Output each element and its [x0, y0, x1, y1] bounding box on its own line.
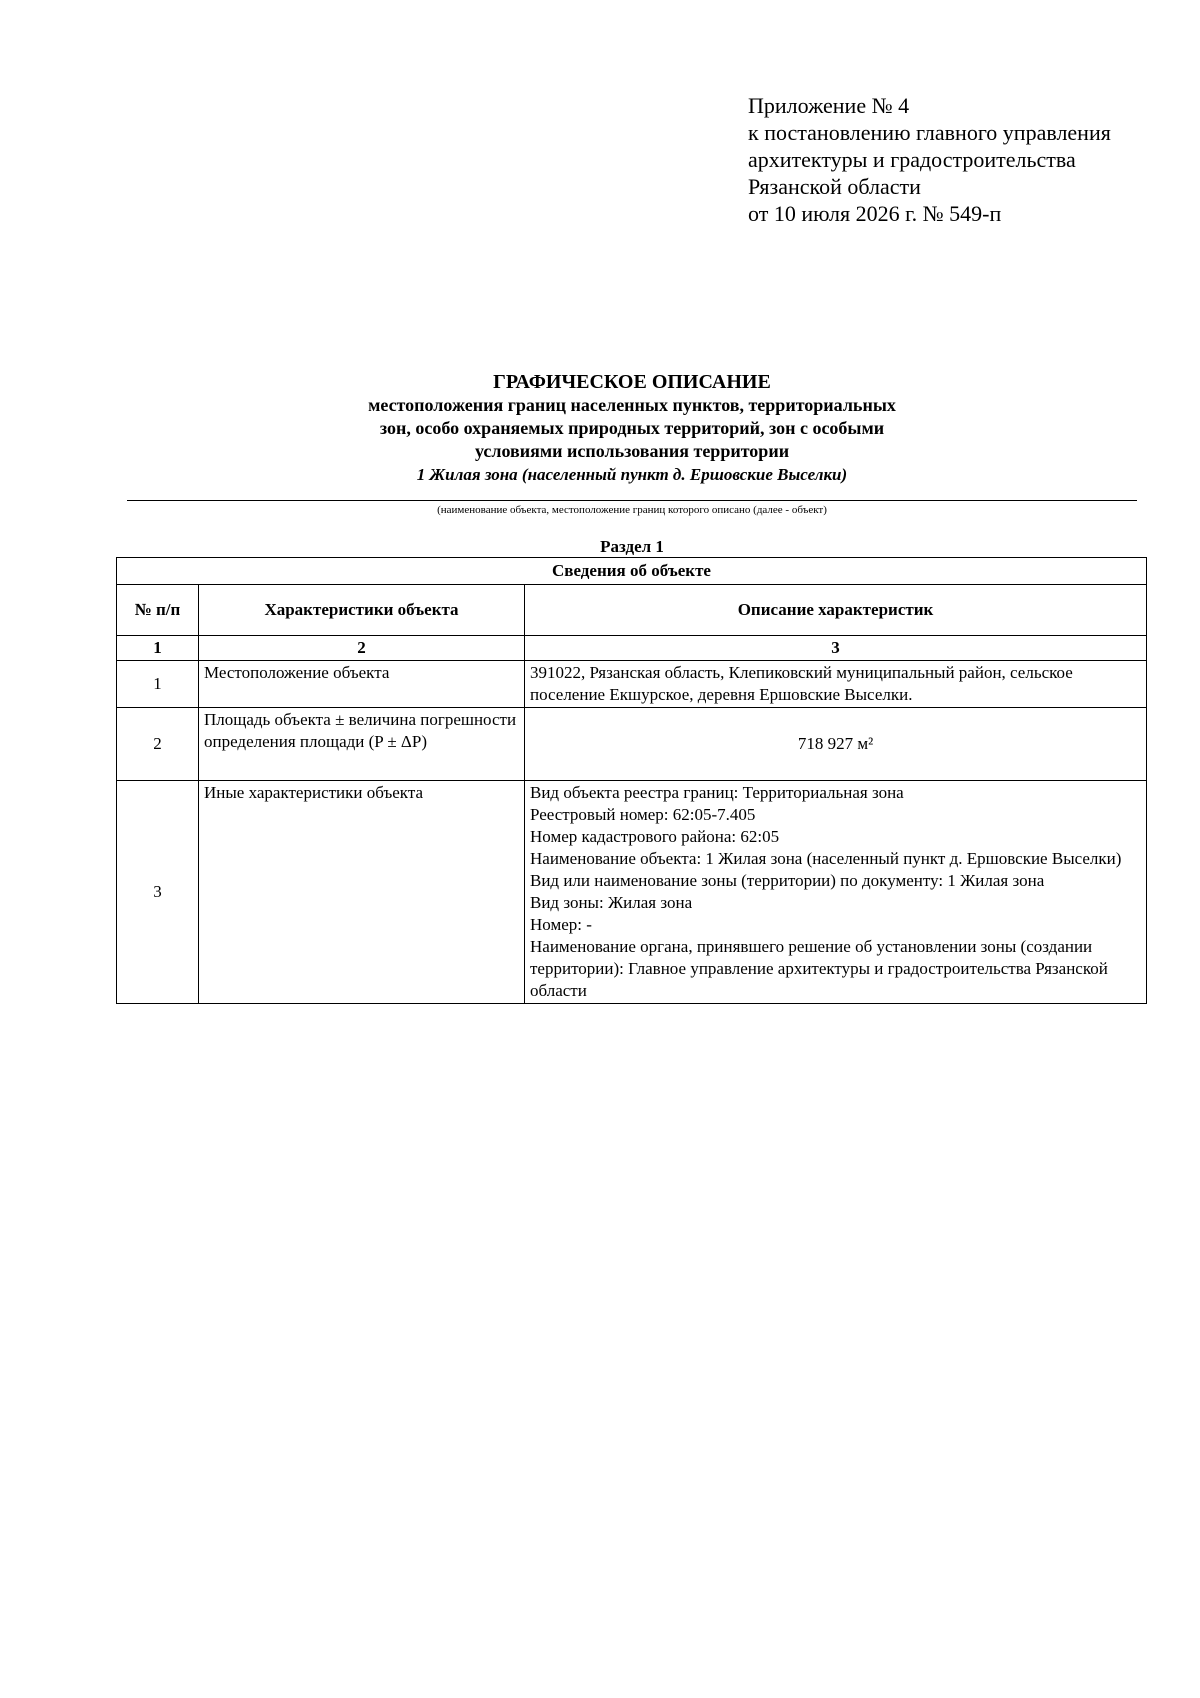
appendix-block [748, 92, 1111, 227]
table-title: Сведения об объекте [117, 558, 1147, 585]
description-line: 391022, Рязанская область, Клепиковский муниципальный район, сельское поселение Екшурское, деревня Ершовские Выселки. [530, 663, 1073, 704]
description-line: Вид зоны: Жилая зона [530, 893, 693, 912]
row-description [525, 661, 1147, 708]
row-characteristic: Площадь объекта ± величина погрешности определения площади (P ± ΔP) [199, 708, 525, 781]
row-characteristic: Местоположение объекта [199, 661, 525, 708]
object-info-table [116, 557, 1147, 1004]
column-number: 3 [525, 636, 1147, 661]
table-row [117, 708, 1147, 781]
column-number: 1 [117, 636, 199, 661]
document-title-block [127, 370, 1137, 486]
column-number: 2 [199, 636, 525, 661]
description-line: Реестровый номер: 62:05-7.405 [530, 805, 756, 824]
description-line: Вид объекта реестра границ: Территориальная зона [530, 783, 904, 802]
row-description [525, 708, 1147, 781]
description-line: Наименование органа, принявшего решение об установлении зоны (создании территории): Главное управление архитектуры и градостроительства Рязанской области [530, 937, 1108, 1000]
row-number: 2 [117, 708, 199, 781]
description-line: 718 927 м² [797, 734, 874, 753]
row-characteristic: Иные характеристики объекта [199, 781, 525, 1004]
object-name: 1 Жилая зона (населенный пункт д. Ершовские Выселки) [416, 465, 848, 484]
object-name-underline [127, 500, 1137, 501]
description-line: Наименование объекта: 1 Жилая зона (населенный пункт д. Ершовские Выселки) [530, 849, 1122, 868]
table-row [117, 781, 1147, 1004]
column-header-characteristic: Характеристики объекта [199, 585, 525, 636]
column-header-description: Описание характеристик [525, 585, 1147, 636]
section-title: Раздел 1 [600, 537, 664, 556]
description-line: Номер кадастрового района: 62:05 [530, 827, 780, 846]
description-line: Номер: - [530, 915, 592, 934]
document-subtitle-line: зон, особо охраняемых природных территорий, зон с особыми [379, 418, 885, 438]
document-subtitle-line: местоположения границ населенных пунктов, территориальных [368, 395, 896, 415]
appendix-line: архитектуры и градостроительства [748, 147, 1076, 172]
document-subtitle-line: условиями использования территории [474, 441, 790, 461]
document-title: ГРАФИЧЕСКОЕ ОПИСАНИЕ [493, 371, 771, 393]
row-number: 3 [117, 781, 199, 1004]
object-name-caption: (наименование объекта, местоположение границ которого описано (далее - объект) [437, 504, 827, 516]
appendix-line: от 10 июля 2026 г. № 549-п [748, 201, 1002, 226]
appendix-line: Приложение № 4 [748, 93, 910, 118]
appendix-line: к постановлению главного управления [748, 120, 1111, 145]
row-number: 1 [117, 661, 199, 708]
appendix-line: Рязанской области [748, 174, 921, 199]
table-row [117, 661, 1147, 708]
row-description [525, 781, 1147, 1004]
description-line: Вид или наименование зоны (территории) по документу: 1 Жилая зона [530, 871, 1045, 890]
column-header-num: № п/п [117, 585, 199, 636]
